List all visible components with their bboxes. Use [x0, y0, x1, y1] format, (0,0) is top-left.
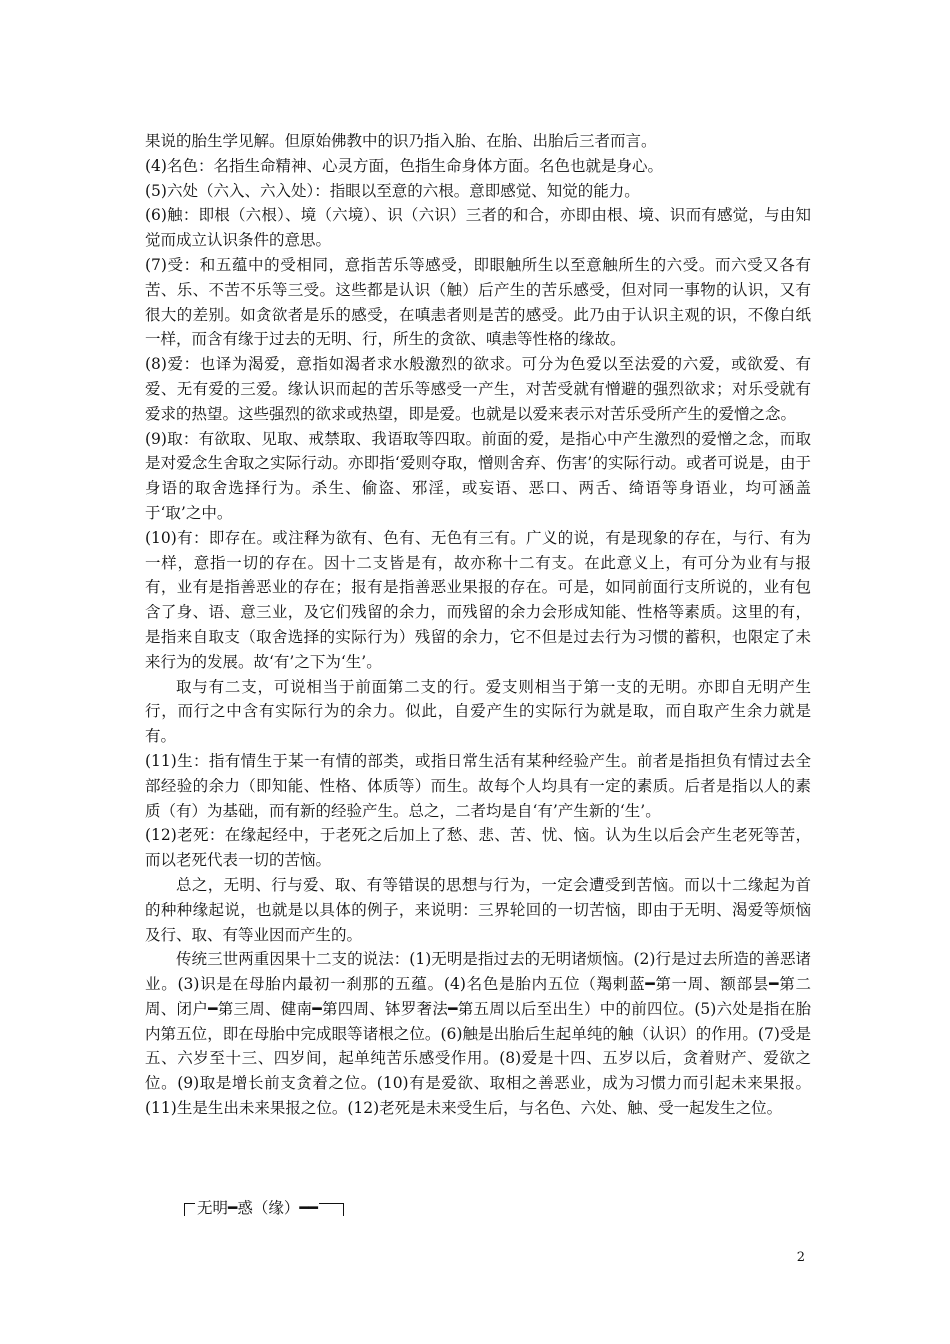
body-text	[145, 129, 811, 1121]
paragraph: 取与有二支，可说相当于前面第二支的行。爱支则相当于第一支的无明。亦即自无明产生行，而行之中含有实际行为的余力。似此，自爱产生的实际行为就是取，而自取产生余力就是有。	[145, 677, 811, 746]
paragraph: 果说的胎生学见解。但原始佛教中的识乃指入胎、在胎、出胎后三者而言。	[145, 132, 657, 150]
paragraph: 总之，无明、行与爱、取、有等错误的思想与行为，一定会遭受到苦恼。而以十二缘起为首的种种缘起说，也就是以具体的例子，来说明：三界轮回的一切苦恼，即由于无明、渴爱等烦恼及行、取、有等业因而产生的。	[145, 875, 811, 944]
paragraph: (8)爱：也译为渴爱，意指如渴者求水般激烈的欲求。可分为色爱以至法爱的六爱，或欲爱、有爱、无有爱的三爱。缘认识而起的苦乐等感受一产生，对苦受就有憎避的强烈欲求；对乐受就有爱求的热望。这些强烈的欲求或热望，即是爱。也就是以爱来表示对苦乐受所产生的爱憎之念。	[145, 355, 811, 423]
paragraph: (12)老死：在缘起经中，于老死之后加上了愁、悲、苦、忧、恼。认为生以后会产生老死等苦，而以老死代表一切的苦恼。	[145, 826, 811, 870]
bracket-tail-icon	[319, 1203, 344, 1216]
paragraph: (5)六处（六入、六入处）：指眼以至意的六根。意即感觉、知觉的能力。	[145, 181, 640, 200]
paragraph: (7)受：和五蕴中的受相同，意指苦乐等感受，即眼触所生以至意触所生的六受。而六受又各有苦、乐、不苦不乐等三受。这些都是认识（触）后产生的苦乐感受，但对同一事物的认识，又有很大的差别。如贪欲者是乐的感受，在嗔恚者则是苦的感受。此乃由于认识主观的识，不像白纸一样，而含有缘于过去的无明、行，所生的贪欲、嗔恚等性格的缘故。	[145, 255, 811, 349]
diagram-label: 无明━惑（缘）━━	[197, 1199, 318, 1217]
paragraph: (9)取：有欲取、见取、戒禁取、我语取等四取。前面的爱，是指心中产生激烈的爱憎之念，而取是对爱念生舍取之实际行动。亦即指‘爱则夺取，憎则舍弃、伤害’的实际行动。或者可说是，由于身语的取舍选择行为。杀生、偷盗、邪淫，或妄语、恶口、两舌、绮语等身语业，均可涵盖于‘取’之中。	[145, 429, 811, 522]
paragraph: (6)触：即根（六根）、境（六境）、识（六识）三者的和合，亦即由根、境、识而有感觉，与由知觉而成立认识条件的意思。	[145, 206, 811, 250]
paragraph: (11)生：指有情生于某一有情的部类，或指日常生活有某种经验产生。前者是指担负有情过去全部经验的余力（即知能、性格、体质等）而生。故每个人均具有一定的素质。后者是指以人的素质（有）为基础，而有新的经验产生。总之，二者均是自‘有’产生新的‘生’。	[145, 751, 811, 820]
paragraph: (4)名色：名指生命精神、心灵方面，色指生命身体方面。名色也就是身心。	[145, 156, 663, 175]
paragraph: 传统三世两重因果十二支的说法：(1)无明是指过去的无明诸烦恼。(2)行是过去所造的善恶诸业。(3)识是在母胎内最初一刹那的五蕴。(4)名色是胎内五位（羯剌蓝━第一周、额部昙━第二周、闭户━第三周、健南━第四周、钵罗奢法━第五周以后至出生）中的前四位。(5)六处是指在胎内第五位，即在母胎中完成眼等诸根之位。(6)触是出胎后生起单纯的触（认识）的作用。(7)受是五、六岁至十三、四岁间，起单纯苦乐感受作用。(8)爱是十四、五岁以后，贪着财产、爱欲之位。(9)取是增长前支贪着之位。(10)有是爱欲、取相之善恶业，成为习惯力而引起未来果报。(11)生是生出未来果报之位。(12)老死是未来受生后，与名色、六处、触、受一起发生之位。	[145, 950, 811, 1118]
bracket-corner-icon	[184, 1203, 195, 1216]
paragraph: (10)有：即存在。或注释为欲有、色有、无色有三有。广义的说，有是现象的存在，与行、有为一样，意指一切的存在。因十二支皆是有，故亦称十二有支。在此意义上，有可分为业有与报有，业有是指善恶业的存在；报有是指善恶业果报的存在。可是，如同前面行支所说的，业有包含了身、语、意三业，及它们残留的余力，而残留的余力会形成知能、性格等素质。这里的有，是指来自取支（取舍选择的实际行为）残留的余力，它不但是过去行为习惯的蓄积，也限定了未来行为的发展。故‘有’之下为‘生’。	[145, 528, 811, 671]
page-number: 2	[796, 1250, 805, 1265]
twelve-links-diagram-fragment	[184, 1198, 344, 1218]
